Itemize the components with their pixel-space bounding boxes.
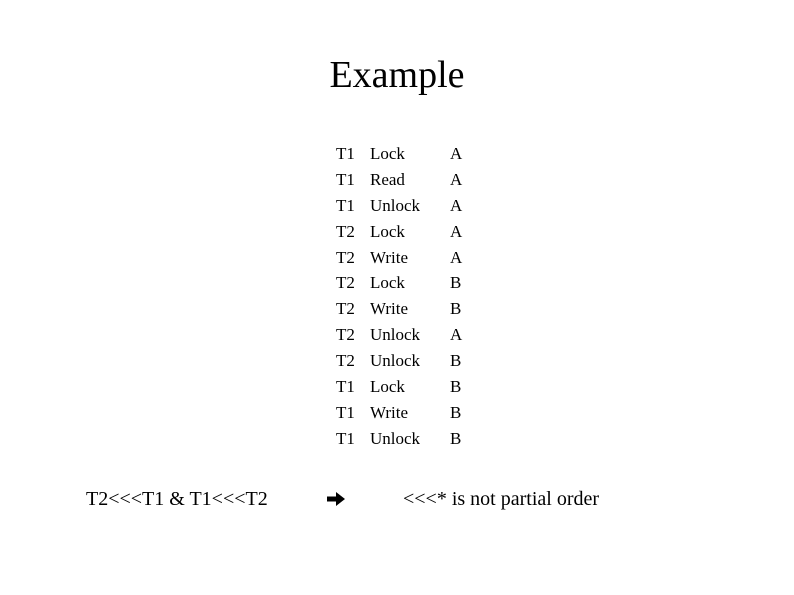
item-cell: B — [450, 299, 462, 319]
schedule-row — [336, 167, 476, 193]
operation-cell: Read — [370, 169, 405, 189]
item-cell: B — [450, 377, 462, 397]
transaction-cell: T1 — [336, 428, 355, 448]
schedule-row — [336, 348, 476, 374]
schedule-row — [336, 374, 476, 400]
schedule-row — [336, 270, 476, 296]
schedule-row — [336, 322, 476, 348]
schedule-row — [336, 426, 476, 452]
transaction-cell: T2 — [336, 325, 355, 345]
schedule-row — [336, 296, 476, 322]
schedule-row — [336, 245, 476, 271]
conflict-statement: T2<<<T1 & T1<<<T2 — [86, 488, 268, 510]
item-cell: A — [450, 169, 463, 189]
schedule-table — [336, 141, 476, 452]
item-cell: A — [450, 247, 463, 267]
transaction-cell: T1 — [336, 377, 355, 397]
operation-cell: Lock — [370, 144, 405, 163]
operation-cell: Unlock — [370, 325, 421, 345]
schedule-row — [336, 400, 476, 426]
operation-cell: Lock — [370, 273, 405, 293]
operation-cell: Write — [370, 299, 409, 319]
right-arrow-icon — [325, 488, 347, 510]
operation-cell: Write — [370, 247, 409, 267]
slide-title: Example — [329, 54, 465, 96]
transaction-cell: T2 — [336, 351, 355, 371]
transaction-cell: T1 — [336, 169, 355, 189]
operation-cell: Lock — [370, 377, 405, 397]
item-cell: A — [450, 325, 463, 345]
transaction-cell: T1 — [336, 195, 355, 215]
operation-cell: Unlock — [370, 351, 421, 371]
item-cell: B — [450, 273, 462, 293]
schedule-row — [336, 193, 476, 219]
transaction-cell: T1 — [336, 402, 355, 422]
schedule-row — [336, 219, 476, 245]
item-cell: A — [450, 144, 463, 163]
operation-cell: Lock — [370, 221, 405, 241]
transaction-cell: T2 — [336, 247, 355, 267]
item-cell: B — [450, 402, 462, 422]
transaction-cell: T1 — [336, 144, 355, 163]
item-cell: A — [450, 195, 463, 215]
conclusion-statement: <<<* is not partial order — [403, 488, 600, 510]
item-cell: B — [450, 351, 462, 371]
transaction-cell: T2 — [336, 273, 355, 293]
operation-cell: Write — [370, 402, 409, 422]
operation-cell: Unlock — [370, 195, 421, 215]
transaction-cell: T2 — [336, 299, 355, 319]
schedule-row — [336, 141, 476, 167]
item-cell: B — [450, 428, 462, 448]
item-cell: A — [450, 221, 463, 241]
operation-cell: Unlock — [370, 428, 421, 448]
transaction-cell: T2 — [336, 221, 355, 241]
